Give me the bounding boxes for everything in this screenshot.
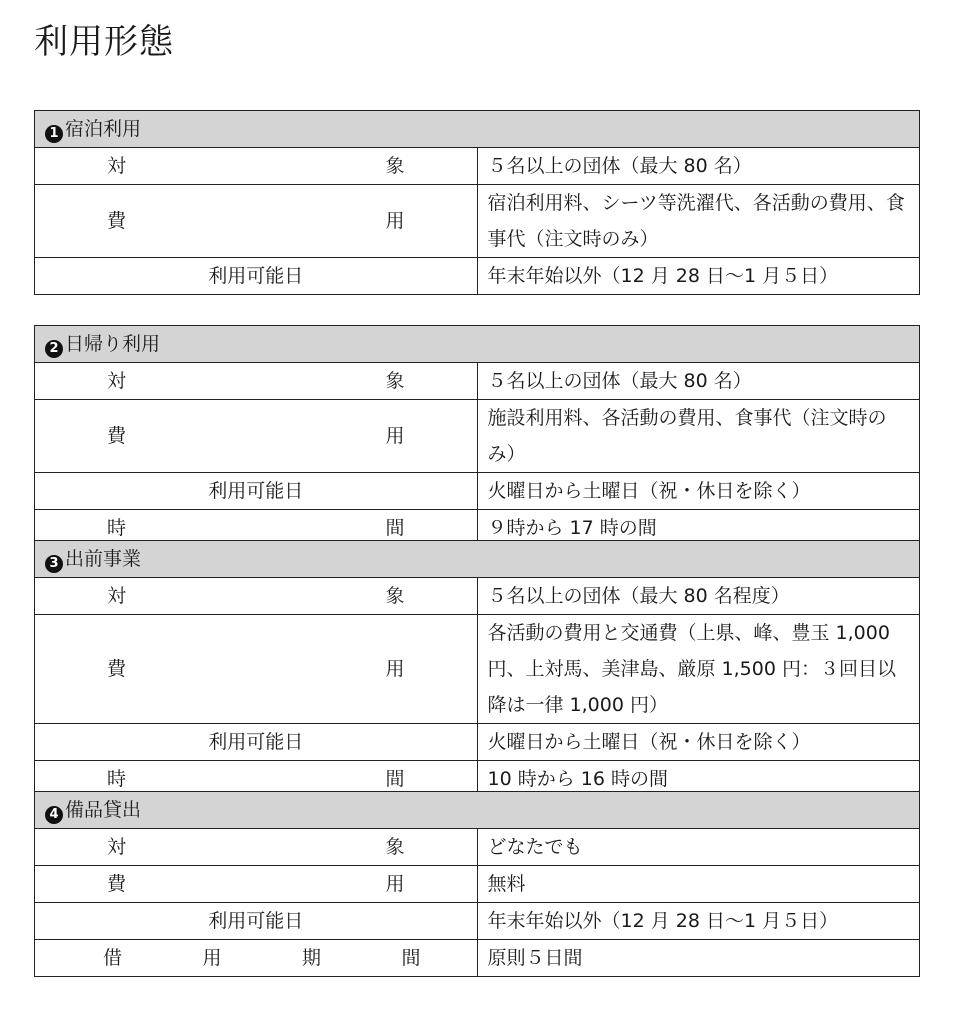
value-cost: 施設利用料、各活動の費用、食事代（注文時のみ） — [477, 400, 920, 473]
label-target: 対 象 — [35, 829, 478, 866]
section-header — [35, 792, 920, 829]
value-time: ９時から 17 時の間 — [477, 510, 920, 547]
section-title: 日帰り利用 — [65, 333, 161, 355]
section-equipment-rental — [34, 791, 920, 977]
label-cost: 費 用 — [35, 400, 478, 473]
section-number-badge: 1 — [45, 125, 63, 143]
label-days: 利用可能日 — [35, 473, 478, 510]
label-period: 借 用 期 間 — [35, 940, 478, 977]
page-title: 利用形態 — [34, 22, 174, 62]
value-target: ５名以上の団体（最大 80 名） — [477, 148, 920, 185]
section-day-trip — [34, 325, 920, 547]
value-days: 年末年始以外（12 月 28 日～1 月５日） — [477, 903, 920, 940]
value-days: 年末年始以外（12 月 28 日～1 月５日） — [477, 258, 920, 295]
value-cost: 各活動の費用と交通費（上県、峰、豊玉 1,000 円、上対馬、美津島、厳原 1,500 円：３回目以降は一律 1,000 円） — [477, 615, 920, 724]
label-cost: 費 用 — [35, 866, 478, 903]
section-header — [35, 111, 920, 148]
label-time: 時 間 — [35, 761, 478, 798]
label-time: 時 間 — [35, 510, 478, 547]
section-number-badge: 4 — [45, 806, 63, 824]
section-title: 宿泊利用 — [65, 118, 142, 140]
label-target: 対 象 — [35, 363, 478, 400]
value-target: ５名以上の団体（最大 80 名） — [477, 363, 920, 400]
label-days: 利用可能日 — [35, 903, 478, 940]
section-number-badge: 3 — [45, 555, 63, 573]
section-stay — [34, 110, 920, 295]
section-title: 出前事業 — [65, 548, 142, 570]
label-days: 利用可能日 — [35, 258, 478, 295]
value-target: ５名以上の団体（最大 80 名程度） — [477, 578, 920, 615]
section-title: 備品貸出 — [65, 799, 142, 821]
label-target: 対 象 — [35, 148, 478, 185]
section-header — [35, 541, 920, 578]
value-period: 原則５日間 — [477, 940, 920, 977]
value-cost: 無料 — [477, 866, 920, 903]
label-cost: 費 用 — [35, 185, 478, 258]
value-days: 火曜日から土曜日（祝・休日を除く） — [477, 473, 920, 510]
value-cost: 宿泊利用料、シーツ等洗濯代、各活動の費用、食事代（注文時のみ） — [477, 185, 920, 258]
section-number-badge: 2 — [45, 340, 63, 358]
label-cost: 費 用 — [35, 615, 478, 724]
value-target: どなたでも — [477, 829, 920, 866]
section-header — [35, 326, 920, 363]
value-time: 10 時から 16 時の間 — [477, 761, 920, 798]
label-target: 対 象 — [35, 578, 478, 615]
section-outreach — [34, 540, 920, 798]
value-days: 火曜日から土曜日（祝・休日を除く） — [477, 724, 920, 761]
label-days: 利用可能日 — [35, 724, 478, 761]
